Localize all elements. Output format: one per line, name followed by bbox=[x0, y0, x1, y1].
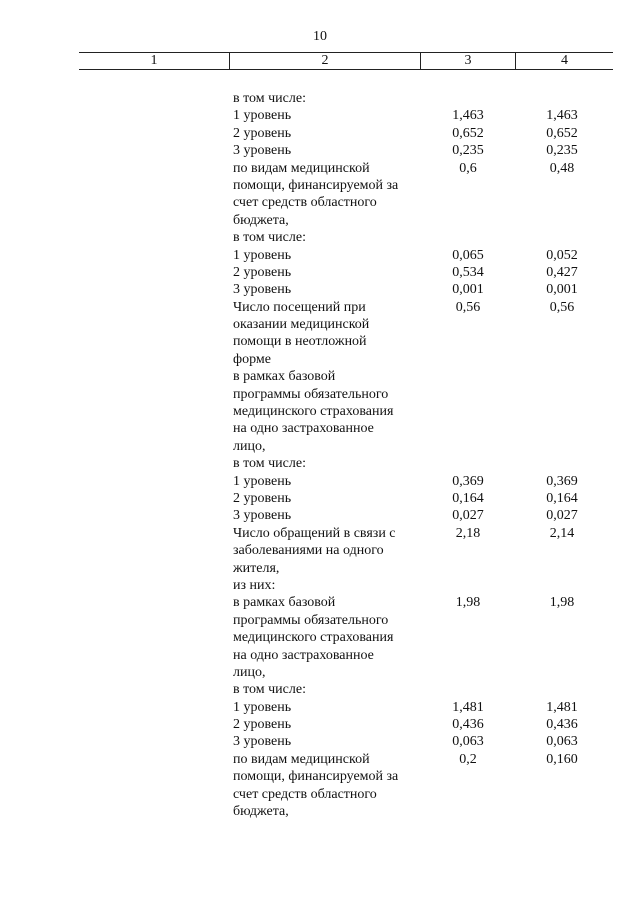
table-row bbox=[0, 194, 640, 211]
indicator-label: 2 уровень bbox=[233, 490, 292, 506]
table-row bbox=[0, 507, 640, 524]
value-column-3: 0,164 bbox=[452, 490, 484, 506]
indicator-label: 2 уровень bbox=[233, 125, 292, 141]
indicator-label: 3 уровень bbox=[233, 508, 292, 524]
indicator-label: 3 уровень bbox=[233, 734, 292, 750]
column-2-number: 2 bbox=[321, 53, 329, 68]
value-column-3: 0,063 bbox=[452, 734, 484, 750]
table-row bbox=[0, 316, 640, 333]
value-column-3: 0,436 bbox=[452, 717, 484, 733]
value-column-4: 2,14 bbox=[549, 525, 575, 541]
table-row bbox=[0, 142, 640, 159]
indicator-label: лицо, bbox=[233, 438, 266, 454]
indicator-label: помощи в неотложной bbox=[233, 334, 367, 350]
value-column-4: 0,652 bbox=[546, 125, 578, 141]
indicator-label: 1 уровень bbox=[233, 247, 292, 263]
value-column-4: 0,027 bbox=[546, 508, 578, 524]
column-1-number: 1 bbox=[150, 53, 158, 68]
table-row bbox=[0, 229, 640, 246]
table-row bbox=[0, 768, 640, 785]
indicator-label: на одно застрахованное bbox=[233, 647, 374, 663]
value-column-4: 1,98 bbox=[549, 595, 575, 611]
indicator-label: 1 уровень bbox=[233, 108, 292, 124]
indicator-label: в рамках базовой bbox=[233, 595, 336, 611]
table-row bbox=[0, 803, 640, 820]
indicator-label: бюджета, bbox=[233, 804, 289, 820]
value-column-3: 0,065 bbox=[452, 247, 484, 263]
table-row bbox=[0, 125, 640, 142]
indicator-label: на одно застрахованное bbox=[233, 421, 374, 437]
value-column-3: 0,6 bbox=[459, 160, 477, 176]
indicator-label: заболеваниями на одного bbox=[233, 543, 384, 559]
value-column-3: 2,18 bbox=[455, 525, 481, 541]
table-row bbox=[0, 699, 640, 716]
table-row bbox=[0, 212, 640, 229]
table-row bbox=[0, 333, 640, 350]
column-3-number: 3 bbox=[464, 53, 472, 68]
table-row bbox=[0, 716, 640, 733]
indicator-label: счет средств областного bbox=[233, 195, 377, 211]
indicator-label: 3 уровень bbox=[233, 282, 292, 298]
value-column-3: 1,98 bbox=[455, 595, 481, 611]
table-row bbox=[0, 490, 640, 507]
table-row bbox=[0, 386, 640, 403]
table-row bbox=[0, 299, 640, 316]
value-column-4: 0,052 bbox=[546, 247, 578, 263]
indicator-label: 2 уровень bbox=[233, 717, 292, 733]
value-column-4: 1,481 bbox=[546, 699, 578, 715]
indicator-label: Число обращений в связи с bbox=[233, 525, 396, 541]
value-column-3: 0,027 bbox=[452, 508, 484, 524]
table-row bbox=[0, 577, 640, 594]
indicator-label: оказании медицинской bbox=[233, 317, 370, 333]
value-column-4: 0,48 bbox=[549, 160, 575, 176]
indicator-label: 3 уровень bbox=[233, 143, 292, 159]
value-column-4: 0,063 bbox=[546, 734, 578, 750]
indicator-label: бюджета, bbox=[233, 212, 289, 228]
indicator-label: в рамках базовой bbox=[233, 369, 336, 385]
table-row bbox=[0, 177, 640, 194]
value-column-3: 0,369 bbox=[452, 473, 484, 489]
indicator-label: по видам медицинской bbox=[233, 751, 370, 767]
table-row bbox=[0, 281, 640, 298]
value-column-3: 0,235 bbox=[452, 143, 484, 159]
table-row bbox=[0, 542, 640, 559]
value-column-4: 0,164 bbox=[546, 490, 578, 506]
indicator-label: из них: bbox=[233, 577, 276, 593]
table-row bbox=[0, 629, 640, 646]
table-row bbox=[0, 455, 640, 472]
indicator-label: в том числе: bbox=[233, 682, 306, 698]
value-column-3: 0,652 bbox=[452, 125, 484, 141]
table-row bbox=[0, 160, 640, 177]
column-number-header bbox=[79, 52, 613, 70]
table-row bbox=[0, 107, 640, 124]
indicator-label: программы обязательного bbox=[233, 386, 389, 402]
value-column-4: 0,001 bbox=[546, 282, 578, 298]
indicator-label: Число посещений при bbox=[233, 299, 366, 315]
table-row bbox=[0, 594, 640, 611]
table-row bbox=[0, 351, 640, 368]
table-row bbox=[0, 733, 640, 750]
value-column-4: 0,427 bbox=[546, 264, 578, 280]
page-number: 10 bbox=[313, 29, 327, 44]
value-column-4: 0,160 bbox=[546, 751, 578, 767]
table-row bbox=[0, 247, 640, 264]
table-row bbox=[0, 368, 640, 385]
table-row bbox=[0, 560, 640, 577]
value-column-3: 0,2 bbox=[459, 751, 477, 767]
indicator-label: 2 уровень bbox=[233, 264, 292, 280]
table-row bbox=[0, 612, 640, 629]
table-row bbox=[0, 438, 640, 455]
column-4-number: 4 bbox=[561, 53, 568, 68]
indicator-label: форме bbox=[233, 351, 271, 367]
value-column-3: 1,481 bbox=[452, 699, 484, 715]
indicator-label: в том числе: bbox=[233, 91, 306, 106]
indicator-label: жителя, bbox=[233, 560, 280, 576]
table-row bbox=[0, 473, 640, 490]
indicator-label: 1 уровень bbox=[233, 473, 292, 489]
table-row bbox=[0, 403, 640, 420]
indicator-label: помощи, финансируемой за bbox=[233, 769, 399, 785]
indicator-label: программы обязательного bbox=[233, 612, 389, 628]
indicator-label: по видам медицинской bbox=[233, 160, 370, 176]
indicator-label: лицо, bbox=[233, 664, 266, 680]
indicator-label: в том числе: bbox=[233, 230, 306, 246]
value-column-3: 0,534 bbox=[452, 264, 484, 280]
indicator-label: медицинского страхования bbox=[233, 404, 394, 420]
value-column-4: 1,463 bbox=[546, 108, 578, 124]
table-row bbox=[0, 264, 640, 281]
value-column-3: 0,001 bbox=[452, 282, 484, 298]
indicator-label: помощи, финансируемой за bbox=[233, 177, 399, 193]
table-row bbox=[0, 751, 640, 768]
table-row bbox=[0, 664, 640, 681]
value-column-3: 1,463 bbox=[452, 108, 484, 124]
table-row bbox=[0, 525, 640, 542]
indicator-label: счет средств областного bbox=[233, 786, 377, 802]
indicator-label: в том числе: bbox=[233, 456, 306, 472]
table-row bbox=[0, 647, 640, 664]
table-row bbox=[0, 786, 640, 803]
value-column-4: 0,235 bbox=[546, 143, 578, 159]
value-column-4: 0,369 bbox=[546, 473, 578, 489]
table-row bbox=[0, 681, 640, 698]
value-column-4: 0,436 bbox=[546, 717, 578, 733]
table-row bbox=[0, 420, 640, 437]
value-column-3: 0,56 bbox=[455, 299, 481, 315]
value-column-4: 0,56 bbox=[549, 299, 575, 315]
table-row bbox=[0, 90, 640, 107]
indicator-label: 1 уровень bbox=[233, 699, 292, 715]
table-body bbox=[0, 90, 640, 820]
indicator-label: медицинского страхования bbox=[233, 630, 394, 646]
